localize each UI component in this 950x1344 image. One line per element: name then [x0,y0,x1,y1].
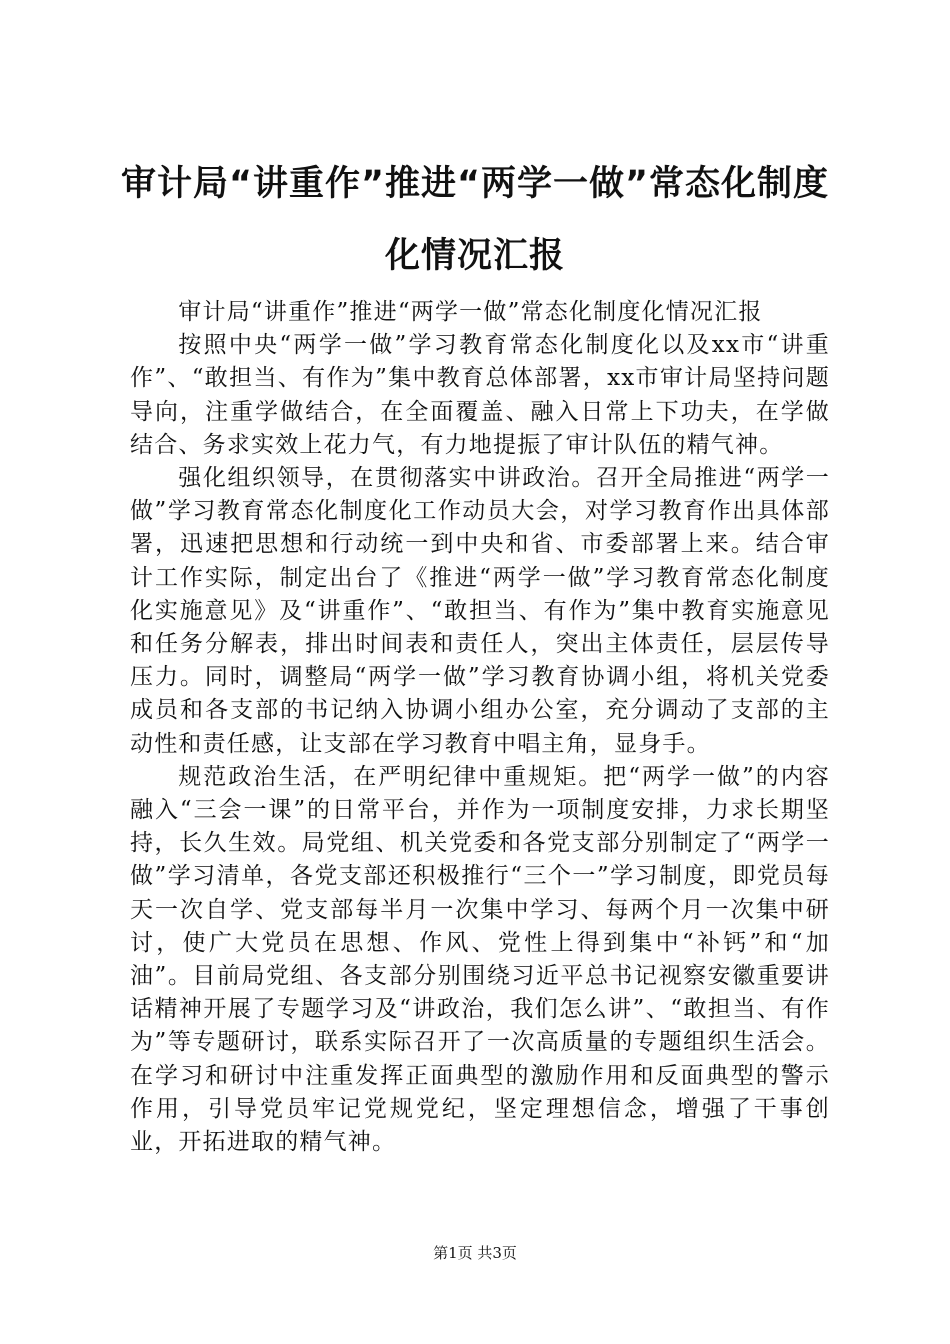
paragraph-organization: 强化组织领导，在贯彻落实中讲政治。召开全局推进“两学一做”学习教育常态化制度化工作动员大会，对学习教育作出具体部署，迅速把思想和行动统一到中央和省、市委部署上来。结合审计工作实际，制定出台了《推进“两学一做”学习教育常态化制度化实施意见》及“讲重作”、“敢担当、有作为”集中教育实施意见和任务分解表，排出时间表和责任人，突出主体责任，层层传导压力。同时，调整局“两学一做”学习教育协调小组，将机关党委成员和各支部的书记纳入协调小组办公室，充分调动了支部的主动性和责任感，让支部在学习教育中唱主角，显身手。 [130,465,830,757]
document-title: 审计局“讲重作”推进“两学一做”常态化制度化情况汇报 [120,164,829,276]
paragraph-intro: 按照中央“两学一做”学习教育常态化制度化以及xx市“讲重作”、“敢担当、有作为”集中教育总体部署，xx市审计局坚持问题导向，注重学做结合，在全面覆盖、融入日常上下功夫，在学做结合、务求实效上花力气，有力地提振了审计队伍的精气神。 [130,332,830,458]
paragraph-heading-repeat: 审计局“讲重作”推进“两学一做”常态化制度化情况汇报 [178,299,763,325]
paragraph-political-life: 规范政治生活，在严明纪律中重规矩。把“两学一做”的内容融入“三会一课”的日常平台，并作为一项制度安排，力求长期坚持，长久生效。局党组、机关党委和各党支部分别制定了“两学一做”学习清单，各党支部还积极推行“三个一”学习制度，即党员每天一次自学、党支部每半月一次集中学习、每两个月一次集中研讨，使广大党员在思想、作风、党性上得到集中“补钙”和“加油”。目前局党组、各支部分别围绕习近平总书记视察安徽重要讲话精神开展了专题学习及“讲政治，我们怎么讲”、“敢担当、有作为”等专题研讨，联系实际召开了一次高质量的专题组织生活会。在学习和研讨中注重发挥正面典型的激励作用和反面典型的警示作用，引导党员牢记党规党纪，坚定理想信念，增强了干事创业，开拓进取的精气神。 [130,763,830,1156]
document-body [130,296,830,1159]
page-footer: 第1页 共3页 [433,1244,517,1262]
